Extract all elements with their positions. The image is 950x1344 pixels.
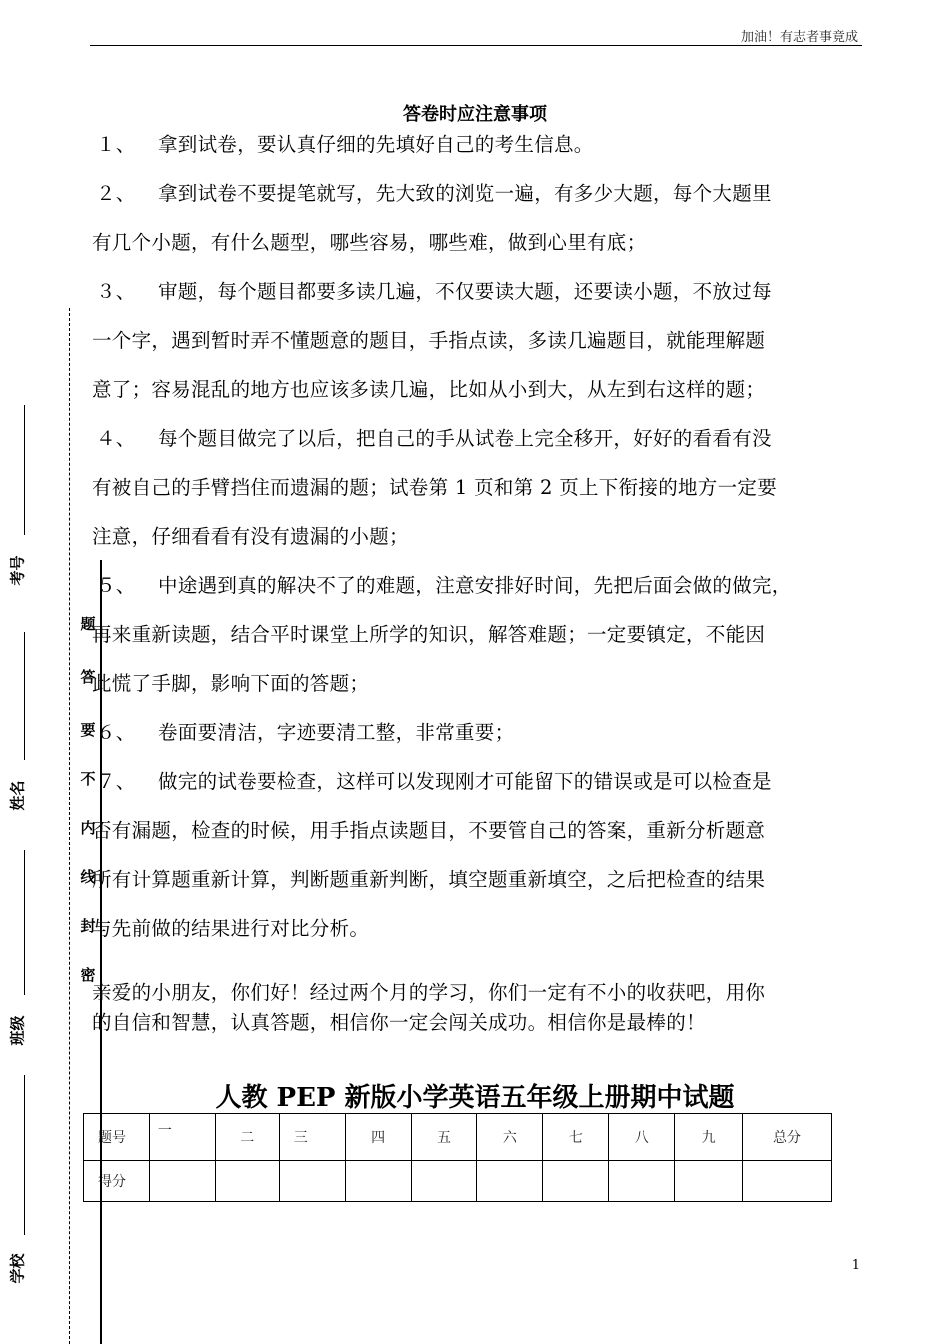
exam-number-line[interactable] [24, 405, 25, 535]
school-line[interactable] [24, 1075, 25, 1235]
notice-item-7: ７、 做完的试卷要检查，这样可以发现刚才可能留下的错误或是可以检查是 [96, 770, 772, 793]
exam-title: 人教 PEP 新版小学英语五年级上册期中试题 [215, 1083, 735, 1113]
table-cell: 七 [543, 1114, 609, 1161]
binding-dashed-line [69, 308, 70, 1344]
table-cell: 题号 [84, 1114, 150, 1161]
table-cell: 二 [215, 1114, 279, 1161]
greeting-line: 的自信和智慧，认真答题，相信你一定会闯关成功。相信你是最棒的！ [92, 1011, 706, 1034]
notice-list [92, 120, 882, 953]
notice-item-7-cont: 与先前做的结果进行对比分析。 [92, 917, 370, 940]
seal-char: 内 [80, 819, 96, 837]
notice-item-5: ５、 中途遇到真的解决不了的难题，注意安排好时间，先把后面会做的做完， [96, 574, 792, 597]
notice-item-7-cont: 所有计算题重新计算，判断题重新判断，填空题重新填空，之后把检查的结果 [92, 868, 766, 891]
score-input-cell[interactable] [543, 1161, 609, 1202]
score-table-header-row [84, 1114, 832, 1161]
score-input-cell[interactable] [279, 1161, 345, 1202]
binding-solid-line [100, 560, 102, 1344]
notice-item-4-cont: 有被自己的手臂挡住而遗漏的题；试卷第 1 页和第 2 页上下衔接的地方一定要 [92, 476, 778, 499]
notice-item-2-cont: 有几个小题，有什么题型，哪些容易，哪些难，做到心里有底； [92, 231, 647, 254]
seal-char: 答 [80, 668, 96, 686]
score-input-cell[interactable] [411, 1161, 477, 1202]
page-number: 1 [851, 1258, 860, 1273]
table-cell: 八 [609, 1114, 675, 1161]
name-line[interactable] [24, 632, 25, 760]
notice-item-7-cont: 否有漏题，检查的时候，用手指点读题目，不要管自己的答案，重新分析题意 [92, 819, 766, 842]
table-cell: 六 [477, 1114, 543, 1161]
seal-char: 线 [80, 868, 96, 886]
seal-char: 题 [80, 615, 96, 633]
score-input-cell[interactable] [743, 1161, 832, 1202]
seal-char: 要 [80, 721, 96, 739]
table-cell: 一 [149, 1114, 215, 1161]
notice-item-1: １、 拿到试卷，要认真仔细的先填好自己的考生信息。 [96, 133, 594, 156]
score-input-cell[interactable] [215, 1161, 279, 1202]
notice-item-3-cont: 一个字，遇到暂时弄不懂题意的题目，手指点读，多读几遍题目，就能理解题 [92, 329, 766, 352]
notice-item-4: ４、 每个题目做完了以后，把自己的手从试卷上完全移开，好好的看看有没 [96, 427, 772, 450]
score-table [83, 1113, 832, 1202]
table-cell: 总分 [743, 1114, 832, 1161]
notice-item-3-cont: 意了；容易混乱的地方也应该多读几遍，比如从小到大，从左到右这样的题； [92, 378, 766, 401]
class-line[interactable] [24, 850, 25, 995]
seal-char: 密 [80, 966, 96, 984]
score-input-cell[interactable] [345, 1161, 411, 1202]
table-cell: 得分 [84, 1161, 150, 1202]
table-cell: 五 [411, 1114, 477, 1161]
notice-item-4-cont: 注意，仔细看看有没有遗漏的小题； [92, 525, 409, 548]
score-input-cell[interactable] [675, 1161, 743, 1202]
seal-char: 不 [80, 770, 96, 788]
school-label: 学校 [8, 1252, 27, 1284]
class-label: 班级 [8, 1014, 27, 1046]
score-table-score-row [84, 1161, 832, 1202]
score-input-cell[interactable] [149, 1161, 215, 1202]
notice-item-5-cont: 此慌了手脚，影响下面的答题； [92, 672, 370, 695]
exam-number-label: 考号 [8, 554, 27, 586]
header-motto: 加油！有志者事竟成 [740, 30, 858, 45]
notice-item-5-cont: 再来重新读题，结合平时课堂上所学的知识，解答难题；一定要镇定，不能因 [92, 623, 766, 646]
notice-title: 答卷时应注意事项 [403, 104, 547, 125]
notice-item-6: ６、 卷面要清洁，字迹要清工整，非常重要； [96, 721, 515, 744]
table-cell: 九 [675, 1114, 743, 1161]
name-label: 姓名 [8, 779, 27, 811]
notice-item-2: ２、 拿到试卷不要提笔就写，先大致的浏览一遍，有多少大题，每个大题里 [96, 182, 772, 205]
greeting-line: 亲爱的小朋友，你们好！经过两个月的学习，你们一定有不小的收获吧，用你 [92, 981, 766, 1004]
notice-item-3: ３、 审题，每个题目都要多读几遍，不仅要读大题，还要读小题，不放过每 [96, 280, 772, 303]
seal-char: 封 [80, 917, 96, 935]
score-input-cell[interactable] [609, 1161, 675, 1202]
table-cell: 三 [279, 1114, 345, 1161]
greeting-paragraph [92, 978, 872, 1038]
score-input-cell[interactable] [477, 1161, 543, 1202]
table-cell: 四 [345, 1114, 411, 1161]
header-rule [90, 45, 862, 46]
